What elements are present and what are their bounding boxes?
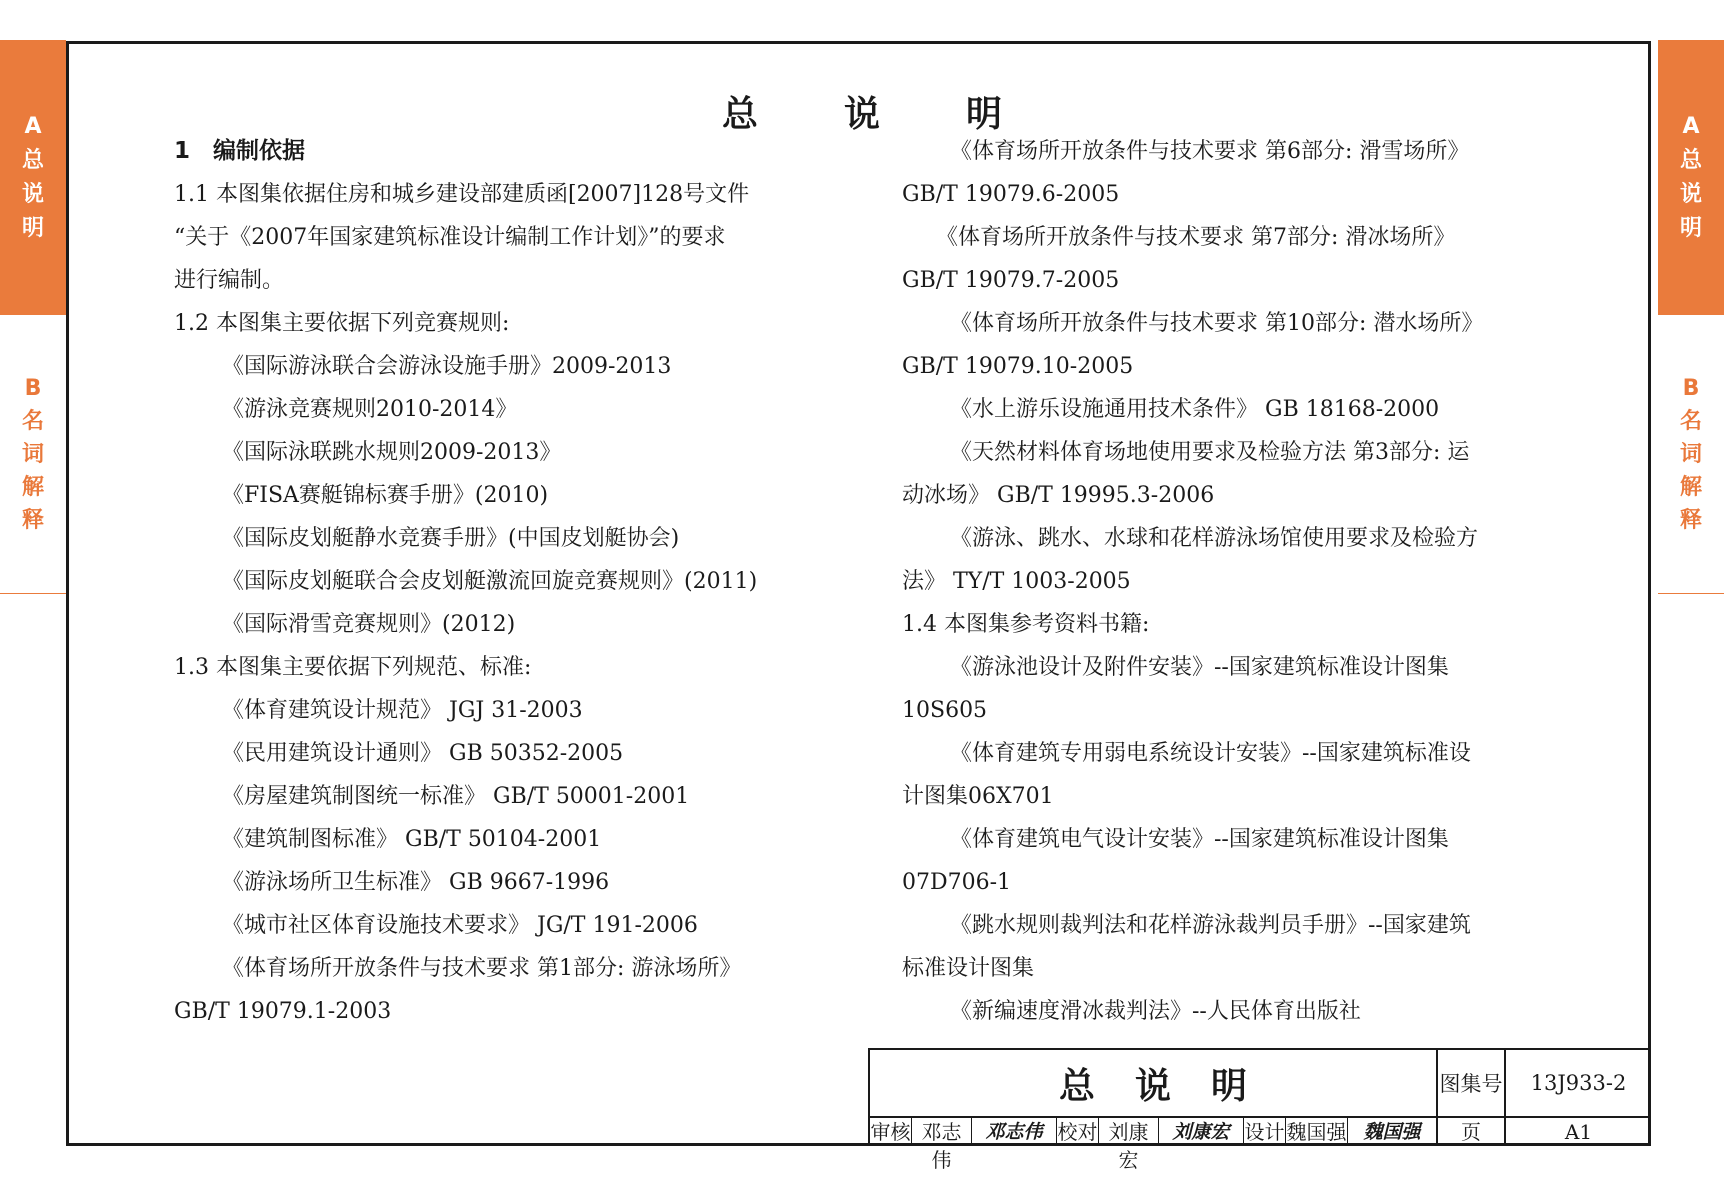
text-line: 《体育场所开放条件与技术要求 第6部分: 滑雪场所》	[950, 139, 1470, 164]
checker-name: 刘康宏	[1099, 1118, 1159, 1146]
right-side-tabs	[1658, 0, 1724, 1190]
tab-char: 明	[21, 215, 44, 241]
reviewer-signature: 邓志伟	[972, 1118, 1057, 1146]
text-line: 《民用建筑设计通则》 GB 50352-2005	[222, 741, 624, 766]
tab-letter: B	[24, 375, 42, 401]
text-line: 《游泳竞赛规则2010-2014》	[222, 397, 518, 422]
text-line: 《跳水规则裁判法和花样游泳裁判员手册》--国家建筑	[950, 913, 1471, 938]
text-line: 《体育场所开放条件与技术要求 第10部分: 潜水场所》	[950, 311, 1484, 336]
tab-letter: A	[1682, 113, 1700, 139]
text-line: 《国际游泳联合会游泳设施手册》2009-2013	[222, 354, 672, 379]
side-tab-a-general[interactable]	[0, 40, 66, 315]
text-line: GB/T 19079.6-2005	[902, 182, 1120, 207]
review-label: 审核	[870, 1120, 911, 1144]
atlas-number-label: 图集号	[1438, 1050, 1506, 1116]
atlas-number: 13J933-2	[1530, 1071, 1627, 1095]
tab-char: 释	[1679, 507, 1702, 533]
text-line: 《房屋建筑制图统一标准》 GB/T 50001-2001	[222, 784, 690, 809]
side-tab-b-glossary[interactable]	[1658, 315, 1724, 594]
tab-char: 名	[21, 408, 44, 434]
checker-signature: 刘康宏	[1159, 1118, 1244, 1146]
text-line: GB/T 19079.7-2005	[902, 268, 1120, 293]
text-line: “关于《2007年国家建筑标准设计编制工作计划》”的要求	[174, 225, 726, 250]
text-line: 《国际泳联跳水规则2009-2013》	[222, 440, 562, 465]
tab-letter: A	[24, 113, 42, 139]
text-line: GB/T 19079.10-2005	[902, 354, 1134, 379]
text-line: 《体育场所开放条件与技术要求 第7部分: 滑冰场所》	[936, 225, 1456, 250]
tab-char: 解	[1679, 474, 1702, 500]
check-label: 校对	[1057, 1120, 1098, 1144]
page-label: 页	[1438, 1118, 1506, 1146]
section-heading: 1 编制依据	[174, 138, 306, 164]
right-text-column	[902, 130, 1562, 1033]
designer-signature: 魏国强	[1348, 1118, 1438, 1146]
text-line: 《国际皮划艇联合会皮划艇激流回旋竞赛规则》(2011)	[222, 569, 758, 594]
tab-char: 名	[1679, 408, 1702, 434]
text-line: 1.3 本图集主要依据下列规范、标准:	[174, 655, 532, 680]
text-line: 《国际皮划艇静水竞赛手册》(中国皮划艇协会)	[222, 526, 680, 551]
tab-char: 词	[21, 441, 44, 467]
tab-char: 解	[21, 474, 44, 500]
text-line: 《体育场所开放条件与技术要求 第1部分: 游泳场所》	[222, 956, 742, 981]
text-line: 1.2 本图集主要依据下列竞赛规则:	[174, 311, 510, 336]
tab-char: 总	[1679, 147, 1702, 173]
text-line: 07D706-1	[902, 870, 1012, 895]
title-block-title: 总说明	[870, 1050, 1438, 1116]
text-line: 1.1 本图集依据住房和城乡建设部建质函[2007]128号文件	[174, 182, 750, 207]
text-line: 进行编制。	[174, 268, 285, 293]
page-title: 总说明	[721, 94, 1088, 135]
tab-char: 释	[21, 507, 44, 533]
text-line: 动冰场》 GB/T 19995.3-2006	[902, 483, 1215, 508]
designer-name: 魏国强	[1286, 1120, 1347, 1144]
text-line: 《建筑制图标准》 GB/T 50104-2001	[222, 827, 602, 852]
left-text-column	[174, 130, 834, 1033]
text-line: 1.4 本图集参考资料书籍:	[902, 612, 1150, 637]
text-line: 《游泳、跳水、水球和花样游泳场馆使用要求及检验方	[950, 526, 1479, 551]
text-line: 《水上游乐设施通用技术条件》 GB 18168-2000	[950, 397, 1440, 422]
tab-char: 词	[1679, 441, 1702, 467]
text-line: 《FISA赛艇锦标赛手册》(2010)	[222, 483, 549, 508]
design-label: 设计	[1244, 1120, 1285, 1144]
side-tab-b-glossary[interactable]	[0, 315, 66, 594]
side-tab-a-general[interactable]	[1658, 40, 1724, 315]
text-line: 《游泳池设计及附件安装》--国家建筑标准设计图集	[950, 655, 1449, 680]
text-line: GB/T 19079.1-2003	[174, 999, 392, 1024]
text-line: 《游泳场所卫生标准》 GB 9667-1996	[222, 870, 610, 895]
tab-char: 说	[21, 181, 44, 207]
text-line: 标准设计图集	[902, 956, 1035, 981]
title-block	[868, 1048, 1651, 1172]
text-line: 《体育建筑设计规范》 JGJ 31-2003	[222, 698, 583, 723]
left-side-tabs	[0, 0, 66, 1190]
tab-letter: B	[1682, 375, 1700, 401]
text-line: 《新编速度滑冰裁判法》--人民体育出版社	[950, 999, 1361, 1024]
tab-char: 总	[21, 147, 44, 173]
text-line: 《体育建筑电气设计安装》--国家建筑标准设计图集	[950, 827, 1449, 852]
text-line: 计图集06X701	[902, 784, 1054, 809]
text-line: 《国际滑雪竞赛规则》(2012)	[222, 612, 516, 637]
text-line: 《体育建筑专用弱电系统设计安装》--国家建筑标准设	[950, 741, 1471, 766]
tab-char: 明	[1679, 215, 1702, 241]
text-line: 《城市社区体育设施技术要求》 JG/T 191-2006	[222, 913, 698, 938]
signature-row	[870, 1116, 1651, 1172]
reviewer-name: 邓志伟	[912, 1118, 972, 1146]
text-line: 10S605	[902, 698, 988, 723]
text-line: 《天然材料体育场地使用要求及检验方法 第3部分: 运	[950, 440, 1470, 465]
page-number: A1	[1564, 1120, 1593, 1144]
tab-char: 说	[1679, 181, 1702, 207]
text-line: 法》 TY/T 1003-2005	[902, 569, 1131, 594]
